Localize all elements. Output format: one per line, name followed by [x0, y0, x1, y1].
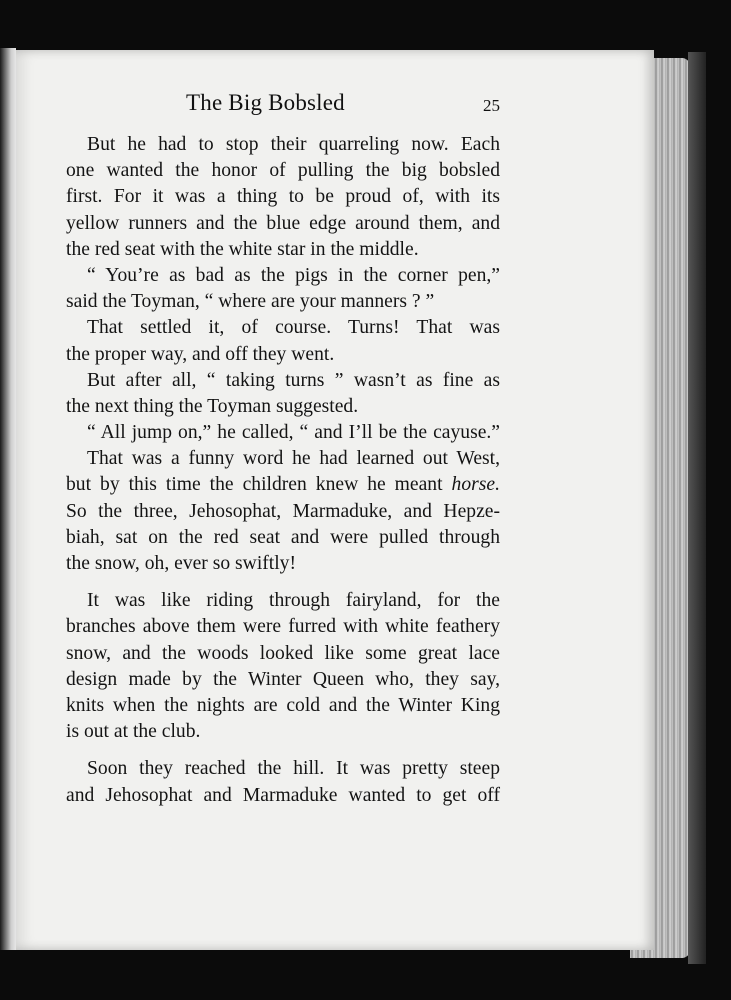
text-line: But after all, “ taking turns ” wasn’t as fine as [87, 369, 500, 391]
text-line: the next thing the Toyman suggested. [66, 395, 359, 417]
text-line-with-italic [66, 472, 500, 498]
text-line: the proper way, and off they went. [66, 343, 335, 365]
page-number: 25 [483, 96, 500, 115]
italic-word: horse. [451, 474, 500, 496]
text-line: Soon they reached the hill. It was pretty steep [87, 758, 500, 780]
page-header [66, 90, 500, 130]
text-line: design made by the Winter Queen who, they say, [66, 668, 500, 690]
book-spine-shadow [0, 48, 16, 950]
text-line: one wanted the honor of pulling the big bobsled [66, 160, 500, 182]
text-line: “ You’re as bad as the pigs in the corner pen,” [87, 264, 500, 286]
text-line: said the Toyman, “ where are your manners ? ” [66, 291, 435, 313]
book-cover-edge [688, 52, 706, 964]
text-line: first. For it was a thing to be proud of, with its [66, 186, 500, 208]
text-line: “ All jump on,” he called, “ and I’ll be the cayuse.” [87, 422, 500, 444]
text-line: and Jehosophat and Marmaduke wanted to get off [66, 784, 500, 806]
text-segment: but by this time the children knew he meant [66, 474, 443, 496]
text-line: That settled it, of course. Turns! That was [87, 317, 500, 339]
text-line: snow, and the woods looked like some great lace [66, 642, 500, 664]
running-title: The Big Bobsled [186, 90, 345, 115]
body-text [66, 132, 500, 809]
text-line: the red seat with the white star in the middle. [66, 238, 419, 260]
text-line: is out at the club. [66, 721, 201, 743]
text-line: It was like riding through fairyland, for the [87, 590, 500, 612]
text-line: the snow, oh, ever so swiftly! [66, 553, 297, 574]
text-line: biah, sat on the red seat and were pulled through [66, 526, 500, 548]
text-line: knits when the nights are cold and the Winter King [66, 694, 500, 716]
text-line: So the three, Jehosophat, Marmaduke, and Hepze- [66, 500, 500, 522]
text-line: But he had to stop their quarreling now. Each [87, 134, 500, 155]
text-line: branches above them were furred with white feathery [66, 616, 500, 638]
text-line: That was a funny word he had learned out West, [87, 448, 500, 470]
text-line: yellow runners and the blue edge around them, and [66, 212, 500, 234]
